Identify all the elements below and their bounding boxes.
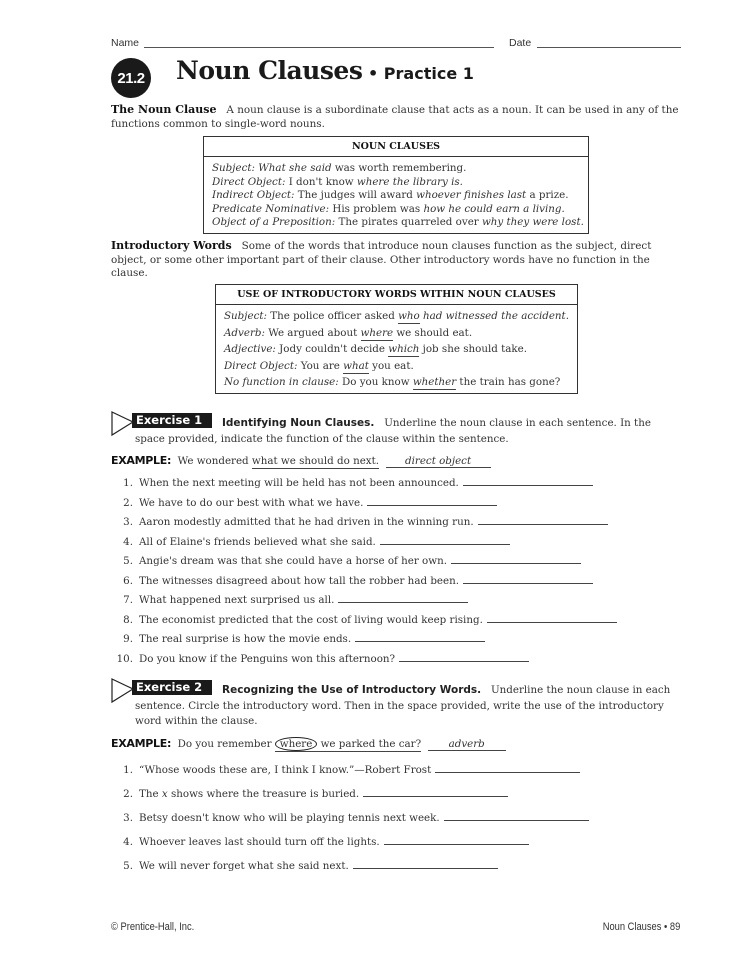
exercise2-item: 2. The x shows where the treasure is buried. xyxy=(111,786,589,800)
intro-words-heading: Introductory Words xyxy=(111,239,232,252)
answer-blank[interactable] xyxy=(380,534,510,545)
exercise2-tab: Exercise 2 xyxy=(132,680,212,695)
exercise1-item: 9. The real surprise is how the movie ends. xyxy=(111,631,617,645)
title-sub: Practice 1 xyxy=(383,64,474,83)
answer-blank[interactable] xyxy=(363,786,508,797)
exercise2-items xyxy=(111,762,589,872)
exercise1-item: 4. All of Elaine's friends believed what she said. xyxy=(111,534,617,548)
exercise1-example: EXAMPLE: We wondered what we should do next. direct object xyxy=(111,454,491,468)
answer-blank[interactable] xyxy=(353,858,498,869)
exercise1-heading: Identifying Noun Clauses. Underline the noun clause in each sentence. In the xyxy=(222,417,651,429)
answer-blank[interactable] xyxy=(338,592,468,603)
footer-copyright: © Prentice-Hall, Inc. xyxy=(111,921,195,933)
exercise2-item: 3. Betsy doesn't know who will be playing tennis next week. xyxy=(111,810,589,824)
intro-word-row: Adjective: Jody couldn't decide which job she should take. xyxy=(224,343,527,356)
answer-blank[interactable] xyxy=(463,573,593,584)
exercise2-heading: Recognizing the Use of Introductory Words. Underline the noun clause in each xyxy=(222,684,671,696)
exercise1-title: Identifying Noun Clauses. xyxy=(222,417,375,429)
answer-blank[interactable] xyxy=(399,651,529,662)
exercise1-item: 5. Angie's dream was that she could have a horse of her own. xyxy=(111,553,617,567)
example-answer: direct object xyxy=(386,455,491,468)
answer-blank[interactable] xyxy=(384,834,529,845)
intro-words-paragraph xyxy=(111,239,681,281)
answer-blank[interactable] xyxy=(487,612,617,623)
exercise1-item: 8. The economist predicted that the cost of living would keep rising. xyxy=(111,612,617,626)
exercise2-item: 4. Whoever leaves last should turn off the lights. xyxy=(111,834,589,848)
page-title xyxy=(176,56,474,85)
exercise2-example: EXAMPLE: Do you remember where we parked the car? adverb xyxy=(111,737,506,751)
exercise1-items xyxy=(111,475,617,665)
noun-clause-text: A noun clause is a subordinate clause that acts as a noun. It can be used in any of the functions common to single-word nouns. xyxy=(111,104,679,130)
noun-clauses-box-heading: NOUN CLAUSES xyxy=(204,137,588,157)
exercise1-item: 10. Do you know if the Penguins won this afternoon? xyxy=(111,651,617,665)
noun-clause-heading: The Noun Clause xyxy=(111,103,217,116)
noun-clause-row: Indirect Object: The judges will award whoever finishes last a prize. xyxy=(212,189,569,202)
exercise1-item: 7. What happened next surprised us all. xyxy=(111,592,617,606)
circled-word: where xyxy=(275,737,318,751)
footer-page-label: Noun Clauses • 89 xyxy=(602,921,680,933)
intro-word-row: Adverb: We argued about where we should eat. xyxy=(224,326,473,339)
answer-blank[interactable] xyxy=(435,762,580,773)
name-field[interactable] xyxy=(144,47,494,48)
answer-blank[interactable] xyxy=(451,553,581,564)
intro-words-box-heading: USE OF INTRODUCTORY WORDS WITHIN NOUN CLAUSES xyxy=(216,285,577,305)
exercise1-item: 1. When the next meeting will be held has not been announced. xyxy=(111,475,617,489)
noun-clause-row: Object of a Preposition: The pirates quarreled over why they were lost. xyxy=(212,216,584,229)
date-field[interactable] xyxy=(537,47,681,48)
noun-clause-row: Predicate Nominative: His problem was how he could earn a living. xyxy=(212,202,565,215)
intro-word-row: Subject: The police officer asked who had witnessed the accident. xyxy=(224,310,569,322)
noun-clause-intro xyxy=(111,103,681,131)
exercise1-item: 2. We have to do our best with what we have. xyxy=(111,495,617,509)
exercise2-instructions-line3: word within the clause. xyxy=(135,715,258,727)
section-number-badge: 21.2 xyxy=(111,58,151,98)
intro-word-row: Direct Object: You are what you eat. xyxy=(224,359,414,372)
exercise2-item: 1. “Whose woods these are, I think I know.”—Robert Frost xyxy=(111,762,589,776)
title-main: Noun Clauses xyxy=(176,56,363,85)
answer-blank[interactable] xyxy=(355,631,485,642)
answer-blank[interactable] xyxy=(444,810,589,821)
title-separator: • xyxy=(362,64,384,83)
answer-blank[interactable] xyxy=(478,514,608,525)
exercise1-item: 6. The witnesses disagreed about how tall the robber had been. xyxy=(111,573,617,587)
example-answer: adverb xyxy=(428,738,506,751)
exercise1-tab: Exercise 1 xyxy=(132,413,212,428)
intro-word-row: No function in clause: Do you know whether the train has gone? xyxy=(224,376,561,389)
exercise2-instructions-line2: sentence. Circle the introductory word. Then in the space provided, write the use of the introductory xyxy=(135,700,664,712)
intro-words-box xyxy=(215,284,578,394)
exercise2-item: 5. We will never forget what she said next. xyxy=(111,858,589,872)
noun-clause-row: Direct Object: I don't know where the library is. xyxy=(212,175,463,188)
answer-blank[interactable] xyxy=(463,475,593,486)
date-label: Date xyxy=(509,37,532,49)
exercise2-title: Recognizing the Use of Introductory Words. xyxy=(222,684,482,696)
exercise1-banner xyxy=(111,411,231,429)
noun-clause-row: Subject: What she said was worth remembering. xyxy=(212,162,467,174)
exercise1-instructions: space provided, indicate the function of the clause within the sentence. xyxy=(135,433,509,445)
name-label: Name xyxy=(111,37,140,49)
noun-clauses-box xyxy=(203,136,589,234)
answer-blank[interactable] xyxy=(367,495,497,506)
intro-words-text: Some of the words that introduce noun clauses function as the subject, direct object, or some other important part of their clause. Other introductory words have no function in the clause. xyxy=(111,240,652,279)
exercise1-item: 3. Aaron modestly admitted that he had driven in the winning run. xyxy=(111,514,617,528)
